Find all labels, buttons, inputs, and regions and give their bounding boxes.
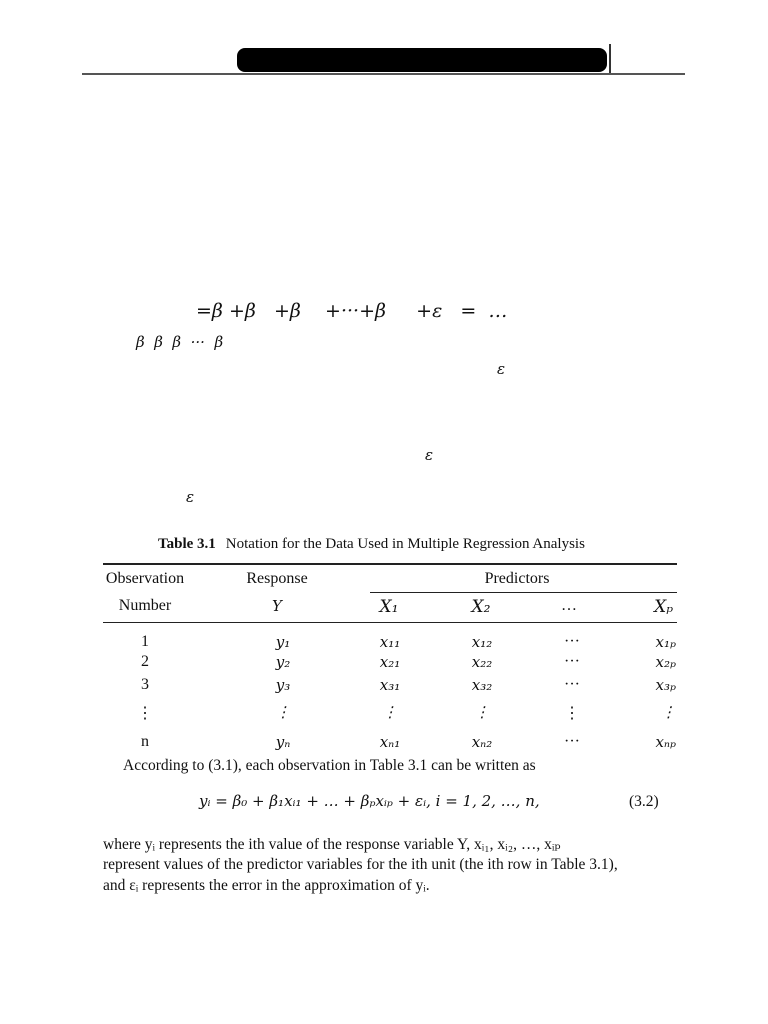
cell-x1: x₃₁ — [379, 676, 401, 694]
cell-obs: 3 — [141, 676, 149, 693]
header-response: Response — [246, 570, 308, 587]
cell-dots: ⋮ — [564, 705, 580, 722]
table-top-rule — [103, 563, 677, 565]
cell-y: y₂ — [275, 653, 291, 671]
header-x1: X₁ — [379, 597, 399, 617]
cell-x2: x₃₂ — [471, 676, 493, 694]
running-header-rule — [82, 73, 685, 75]
paragraph-line-3: and εᵢ represents the error in the approximation of yᵢ. — [103, 877, 430, 894]
equation-3-2: yᵢ = β₀ + β₁xᵢ₁ + … + βₚxᵢₚ + εᵢ, i = 1, 2, …, n, — [199, 792, 540, 810]
cell-xp: ⋮ — [661, 703, 676, 721]
cell-obs: ⋮ — [137, 705, 153, 722]
cell-xp: x₁ₚ — [655, 633, 676, 651]
intro-sentence: According to (3.1), each observation in Table 3.1 can be written as — [123, 757, 536, 774]
cell-y: y₁ — [275, 633, 291, 651]
cell-dots: ··· — [564, 676, 580, 693]
header-x2: X₂ — [471, 597, 491, 617]
predictors-span-rule — [370, 592, 677, 593]
paragraph-line-1: where yᵢ represents the ith value of the response variable Y, xᵢ₁, xᵢ₂, …, xᵢₚ — [103, 836, 561, 853]
table-caption — [158, 536, 585, 553]
cell-x1: xₙ₁ — [379, 733, 401, 751]
beta-coefficients-fragment: β β β ··· β — [136, 333, 224, 351]
cell-y: yₙ — [275, 733, 291, 751]
cell-x1: ⋮ — [382, 703, 398, 721]
header-observation: Observation — [105, 570, 185, 587]
header-y: Y — [272, 597, 282, 615]
cell-dots: ··· — [564, 733, 580, 750]
header-number: Number — [118, 597, 172, 614]
epsilon-fragment-3: ε — [186, 488, 195, 506]
cell-x1: x₂₁ — [379, 653, 401, 671]
cell-xp: xₙₚ — [655, 733, 676, 751]
cell-xp: x₃ₚ — [655, 676, 676, 694]
table-header-rule — [103, 622, 677, 623]
table-number: Table 3.1 — [158, 536, 216, 552]
cell-obs: 2 — [141, 653, 149, 670]
epsilon-fragment-1: ε — [497, 360, 506, 378]
header-dots: … — [561, 597, 577, 614]
cell-x2: xₙ₂ — [471, 733, 493, 751]
cell-dots: ··· — [564, 653, 580, 670]
cell-x2: ⋮ — [474, 703, 490, 721]
equation-number: (3.2) — [629, 793, 659, 810]
running-header-tick — [609, 44, 611, 74]
model-equation-fragment: =β +β +β +···+β +ε = … — [196, 300, 508, 322]
table-title: Notation for the Data Used in Multiple Regression Analysis — [225, 536, 585, 552]
paragraph-line-2: represent values of the predictor variables for the ith unit (the ith row in Table 3.1), — [103, 856, 618, 873]
cell-x2: x₁₂ — [471, 633, 493, 651]
header-xp: Xₚ — [654, 597, 673, 617]
cell-xp: x₂ₚ — [655, 653, 676, 671]
cell-y: y₃ — [275, 676, 291, 694]
running-header-bar — [237, 48, 607, 72]
header-predictors: Predictors — [484, 570, 550, 587]
cell-dots: ··· — [564, 633, 580, 650]
cell-obs: 1 — [141, 633, 149, 650]
cell-obs: n — [141, 733, 149, 750]
cell-x1: x₁₁ — [379, 633, 401, 651]
cell-x2: x₂₂ — [471, 653, 493, 671]
epsilon-fragment-2: ε — [425, 446, 434, 464]
cell-y: ⋮ — [275, 703, 291, 721]
